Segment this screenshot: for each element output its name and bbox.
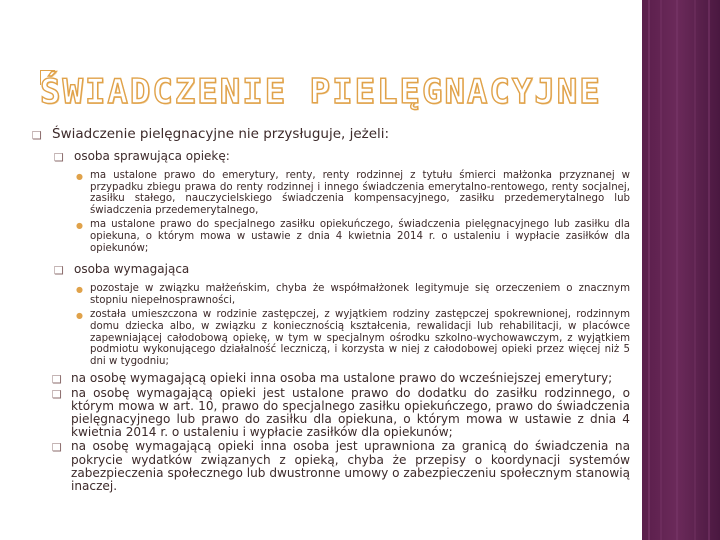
list-item — [32, 283, 630, 306]
dot-bullet-icon: ● — [76, 311, 83, 321]
checkbox-bullet-icon: ❑ — [54, 151, 64, 164]
list-item-text: ma ustalone prawo do specjalnego zasiłku opiekuńczego, świadczenia pielęgnacyjnego lub zasiłku dla opiekuna, o którym mowa w ustawie z dnia 4 kwietnia 2014 r. o ustaleniu i wypłacie zasiłków dla opiekunów; — [90, 219, 630, 254]
group-label: osoba wymagająca — [74, 262, 190, 277]
panel-stripe — [676, 0, 678, 540]
list-item-text: ma ustalone prawo do emerytury, renty, renty rodzinnej z tytułu śmierci małżonka przyznanej w przypadku zbiegu prawa do renty rodzinnej i innego świadczenia emerytalno-rentowego, renty socjalnej, zasiłku stałego, nauczycielskiego świadczenia kompensacyjnego, zasiłku przedemerytalnego lub świadczenia przedemerytalnego, — [90, 170, 630, 216]
panel-stripe — [708, 0, 710, 540]
tail-bullet — [32, 440, 630, 493]
list-item — [32, 170, 630, 216]
list-item — [32, 219, 630, 254]
checkbox-bullet-icon: ❑ — [52, 441, 62, 455]
tail-text: na osobę wymagającą opieki inna osoba jest uprawniona za granicą do świadczenia na pokrycie wydatków związanych z opieką, chyba że przepisy o koordynacji systemów zabezpieczenia społecznego lub dwustronne umowy o zabezpieczeniu społecznym stanowią inaczej. — [71, 439, 630, 493]
intro-text: Świadczenie pielęgnacyjne nie przysługuje, jeżeli: — [52, 126, 390, 142]
dot-bullet-icon: ● — [76, 172, 83, 181]
tail-bullet — [32, 387, 630, 440]
tail-text: na osobę wymagającą opieki jest ustalone prawo do dodatku do zasiłku rodzinnego, o którym mowa w art. 10, prawo do specjalnego zasiłku opiekuńczego, prawo do świadczenia pielęgnacyjnego lub prawo do zasiłku dla opiekuna, o którym mowa w ustawie z dnia 4 kwietnia 2014 r. o ustaleniu i wypłacie zasiłków dla opiekunów; — [71, 385, 630, 440]
group-label: osoba sprawująca opiekę: — [74, 149, 230, 163]
panel-stripe — [660, 0, 662, 540]
tail-text: na osobę wymagającą opieki inna osoba ma ustalone prawo do wcześniejszej emerytury; — [71, 371, 613, 386]
intro-bullet — [32, 126, 630, 143]
panel-stripe — [648, 0, 650, 540]
panel-stripe — [694, 0, 696, 540]
checkbox-bullet-icon: ❑ — [54, 264, 64, 278]
dot-bullet-icon: ● — [76, 285, 83, 295]
list-item-text: pozostaje w związku małżeńskim, chyba że współmałżonek legitymuje się orzeczeniem o znacznym stopniu niepełnosprawności, — [90, 283, 630, 306]
slide-title: ŚWIADCZENIE PIELĘGNACYJNE — [40, 72, 602, 112]
checkbox-bullet-icon: ❑ — [32, 129, 42, 142]
decorative-side-panel — [642, 0, 720, 540]
tail-bullet — [32, 372, 630, 385]
slide-body — [32, 126, 630, 494]
dot-bullet-icon: ● — [76, 221, 83, 231]
group-caregiver — [32, 149, 630, 164]
list-item — [32, 309, 630, 367]
checkbox-bullet-icon: ❑ — [52, 373, 62, 387]
group-dependant — [32, 262, 630, 277]
checkbox-bullet-icon: ❑ — [52, 387, 62, 401]
list-item-text: została umieszczona w rodzinie zastępczej, z wyjątkiem rodziny zastępczej spokrewnionej, rodzinnym domu dziecka albo, w związku z koniecznością kształcenia, rewalidacji lub rehabilitacji, w placówce zapewniającej całodobową opiekę, w tym w specjalnym ośrodku szkolno-wychowawczym, z wyjątkiem podmiotu wykonującego działalność leczniczą, i korzysta w niej z całodobowej opieki przez więcej niż 5 dni w tygodniu; — [90, 309, 630, 367]
